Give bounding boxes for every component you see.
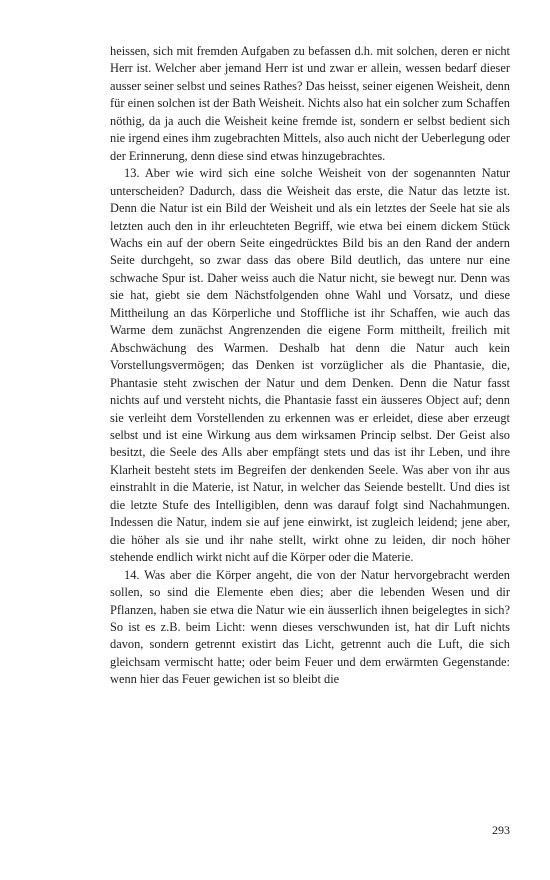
- page-number: 293: [492, 823, 510, 837]
- body-text: [110, 43, 510, 689]
- paragraph-13: 13. Aber wie wird sich eine solche Weisheit von der sogenannten Natur unterscheiden? Dadurch, dass die Weisheit das erste, die Natur das letzte ist. Denn die Natur ist ein Bild der Weisheit und als ein letztes der Seele hat sie als letzten auch den in ihr erleuchteten Begriff, wie etwa bei einem dickem Stück Wachs ein auf der obern Seite eingedrücktes Bild bis an den Rand der andern Seite durchgeht, so zwar dass das obere Bild deutlich, das untere nur eine schwache Spur ist. Daher weiss auch die Natur nicht, sie bewegt nur. Denn was sie hat, giebt sie dem Nächstfolgenden ohne Wahl und Vorsatz, und diese Mittheilung an das Körperliche und Stoffliche ist ihr Schaffen, wie auch das Warme dem zunächst Angrenzenden die eigene Form mittheilt, freilich mit Abschwächung des Warmen. Deshalb hat denn die Natur auch kein Vorstellungsvermögen; das Denken ist vorzüglicher als die Phantasie, die, Phantasie steht zwischen der Natur und dem Denken. Denn die Natur fasst nichts auf und versteht nichts, die Phantasie fasst ein äusseres Object auf; denn sie verleiht dem Vorstellenden zu erkennen was er erleidet, diese aber erzeugt selbst und ist eine Wirkung aus dem wirksamen Princip selbst. Der Geist also besitzt, die Seele des Alls aber empfängt stets und das ist ihr Leben, und ihre Klarheit besteht stets im Begreifen der denkenden Seele. Was aber von ihr aus einstrahlt in die Materie, ist Natur, in welcher das Seiende bestellt. Und dies ist die letzte Stufe des Intelligiblen, denn was darauf folgt sind Nachahmungen. Indessen die Natur, indem sie auf jene einwirkt, ist zugleich leidend; jene aber, die höher als sie und ihr nahe stellt, wirkt ohne zu leiden, dir noch höher stehende endlich wirkt nicht auf die Körper oder die Materie.: [110, 166, 510, 565]
- paragraph-14: 14. Was aber die Körper angeht, die von der Natur hervorgebracht werden sollen, so sind die Elemente eben dies; aber die lebenden Wesen und dir Pflanzen, haben sie etwa die Natur wie ein äusserlich ihnen beigelegtes in sich? So ist es z.B. beim Licht: wenn dieses verschwunden ist, hat dir Luft nichts davon, sondern getrennt existirt das Licht, getrennt auch die Luft, die sich gleichsam vermischt hatte; oder beim Feuer und dem erwärmten Gegenstande: wenn hier das Feuer gewichen ist so bleibt die: [110, 567, 510, 687]
- paragraph-continuation: heissen, sich mit fremden Aufgaben zu befassen d.h. mit solchen, deren er nicht Herr ist. Welcher aber jemand Herr ist und zwar er allein, wessen bedarf dieser ausser seiner selbst und seines Rathes? Das heisst, seiner eigenen Weisheit, denn für einen solchen ist der Bath Weisheit. Nichts also hat ein solcher zum Schaffen nöthig, da ja auch die Weisheit keine fremde ist, sondern er selbst bedient sich nie irgend eines ihm zugebrachten Mittels, also auch nicht der Ueberlegung oder der Erinnerung, denn diese sind etwas hinzugebrachtes.: [110, 44, 510, 163]
